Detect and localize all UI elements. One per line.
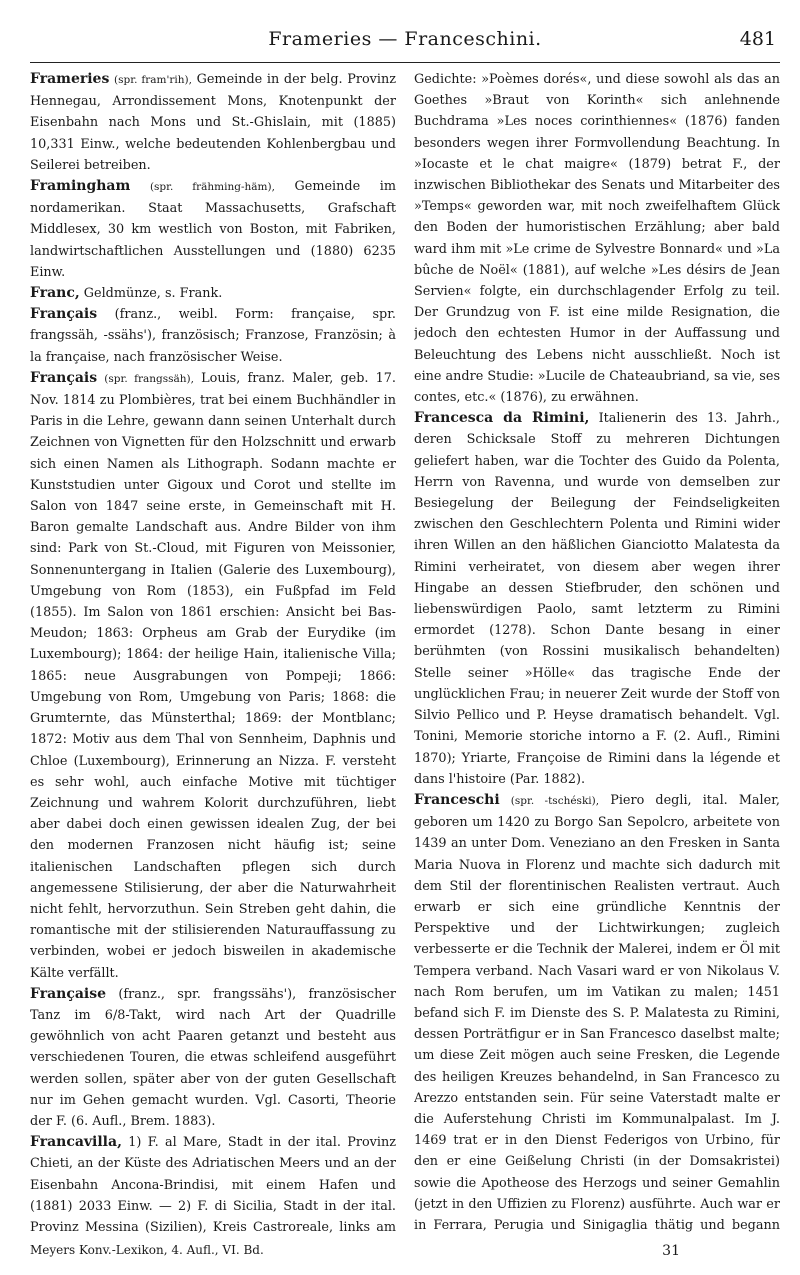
entry-text: Geldmünze, s. Frank.: [83, 286, 223, 302]
entry-headword: Franceschi: [414, 791, 500, 808]
entry-text: (franz., spr. frangssähs'), französischer Tanz im 6/8-Takt, wird nach Art der Quadrille gewöhnlich von acht Paaren getanzt und besteht aus verschiedenen Touren, die etwas schleifend ausgeführt werden sollen, später aber von der guten Gesellschaft nur im Gehen gemacht wurden. Vgl. Casorti, Theorie der F. (6. Aufl., Brem. 1883).: [30, 986, 396, 1129]
entry-headword: Français: [30, 369, 98, 386]
entry-pronunciation: (spr. frangssäh),: [104, 372, 194, 385]
imprint: Meyers Konv.-Lexikon, 4. Aufl., VI. Bd.: [30, 1243, 264, 1257]
lexicon-entry: [30, 984, 396, 1132]
entry-headword: Frameries: [30, 71, 110, 87]
entry-text: Gedichte: »Poèmes dorés«, und diese sowohl als das an Goethes »Braut von Korinth« sich anlehnende Buchdrama »Les noces corinthiennes« (1876) fanden besonders wegen ihrer Formvollendung Beachtung. In »Iocaste et le chat maigre« (1879) betrat F., der inzwischen Bibliothekar des Senats und Mitarbeiter des »Temps« geworden war, mit noch zweifelhaftem Glück den Boden der humoristischen Erzählung; aber bald ward ihm mit »Le crime de Sylvestre Bonnard« und »La bûche de Noël« (1881), auf welche »Les désirs de Jean Servien« folgte, ein durchschlagender Erfolg zu teil. Der Grundzug von F. ist eine milde Resignation, die jedoch den echtesten Humor in der Auffassung und Beleuchtung des Lebens nicht ausschließt. Noch ist eine andre Studie: »Lucile de Chateaubriand, sa vie, ses contes, etc.« (1876), zu erwähnen.: [414, 72, 780, 406]
entry-pronunciation: (spr. fram'rih),: [114, 74, 192, 86]
running-title: Frameries — Franceschini.: [268, 28, 542, 50]
lexicon-entry: [414, 408, 780, 790]
lexicon-entry: [30, 368, 396, 984]
footer: [30, 1243, 780, 1259]
lexicon-entry: [414, 69, 780, 408]
entry-headword: Française: [30, 985, 107, 1002]
entry-headword: Francavilla,: [30, 1134, 122, 1151]
entry-text: Piero degli, ital. Maler, geboren um 1420 zu Borgo San Sepolcro, arbeitete von 1439 an unter Dom. Veneziano an den Fresken in Santa Maria Nuova in Florenz und machte sich dadurch mit dem Stil der florentinischen Realisten vertraut. Auch erwarb er sich eine gründliche Kenntnis der Perspektive und der Lichtwirkungen; zugleich verbesserte er die Technik der Malerei, indem er Öl mit Tempera verband. Nach Vasari ward er von Nikolaus V. nach Rom berufen, um im Vatikan zu malen; 1451 befand sich F. im Dienste des S. P. Malatesta zu Rimini, dessen Porträtfigur er in San Francesco daselbst malte; um diese Zeit mögen auch seine Fresken, die Legende des heiligen Kreuzes behandelnd, in San Francesco zu Arezzo entstanden sein. Für seine Vaterstadt malte er die Auferstehung Christi im Kommunalpalast. Im J. 1469 trat er in den Dienst Federigos von Urbino, für den er eine Geißelung Christi (in der Domsakristei) sowie die Apotheose des Herzogs und seiner Gemahlin (jetzt in den Uffizien zu Florenz) ausführte. Auch war er in Ferrara, Perugia und Sinigaglia thätig und begann: [414, 792, 780, 1233]
lexicon-entry: [30, 69, 396, 176]
running-head: [30, 28, 780, 63]
entry-text: Louis, franz. Maler, geb. 17. Nov. 1814 zu Plombières, trat bei einem Buchhändler in Paris in die Lehre, gewann dann seinen Unterhalt durch Zeichnen von Vignetten für den Holzschnitt und erwarb sich einen Namen als Lithograph. Sodann machte er Kunststudien unter Gigoux und Corot und stellte im Salon von 1847 seine erste, in Gemeinschaft mit H. Baron gemalte Landschaft aus. Andre Bilder von ihm sind: Park von St.-Cloud, mit Figuren von Meissonier, Sonnenuntergang in Italien (Galerie des Luxembourg), Umgebung von Rom (1853), ein Fußpfad im Feld (1855). Im Salon von 1861 erschien: Ansicht bei Bas-Meudon; 1863: Orpheus am Grab der Eurydike (im Luxembourg); 1864: der heilige Hain, italienische Villa; 1865: neue Ausgrabungen von Pompeji; 1866: Umgebung von Rom, Umgebung von Paris; 1868: die Grumternte, das Münsterthal; 1869: der Montblanc; 1872: Motiv aus dem Thal von Sennheim, Daphnis und Chloe (Luxembourg), Erinnerung an Nizza. F. versteht es sehr wohl, auch einfache Motive mit tüchtiger Zeichnung und wahrem Kolorit durchzuführen, liebt aber dabei doch einen gewissen idealen Zug, der bei den modernen Franzosen nicht häufig ist; seine italienischen Landschaften pflegen sich durch angemessene Stilisierung, der aber die Naturwahrheit nicht fehlt, hervorzuthun. Sein Streben geht dahin, die romantische mit der stilisierenden Naturauffassung zu verbinden, wobei er jedoch bisweilen in akademische Kälte verfällt.: [30, 370, 396, 981]
entry-headword: Franc,: [30, 285, 80, 302]
lexicon-entry: [414, 790, 780, 1234]
columns: [30, 69, 780, 1234]
entry-text: Gemeinde im nordamerikan. Staat Massachusetts, Grafschaft Middlesex, 30 km westlich von Boston, mit Fabriken, landwirtschaftlichen Ausstellungen und (1880) 6235 Einw.: [30, 179, 396, 280]
entry-headword: Francesca da Rimini,: [414, 410, 590, 427]
lexicon-entry: [30, 304, 396, 368]
entry-headword: Framingham: [30, 178, 131, 195]
left-column: [30, 69, 396, 1234]
entry-text: 1) F. al Mare, Stadt in der ital. Provinz Chieti, an der Küste des Adriatischen Meers und an der Eisenbahn Ancona-Brindisi, mit einem Hafen und (1881) 2033 Einw. — 2) F. di Sicilia, Stadt in der ital. Provinz Messina (Sizilien), Kreis Castroreale, links am: [30, 1135, 396, 1234]
entry-text: (franz., weibl. Form: française, spr. frangssäh, -ssähs'), französisch; Franzose, Französin; à la française, nach französischer Weise.: [30, 307, 396, 365]
entry-pronunciation: (spr. -tschéski),: [510, 794, 600, 807]
lexicon-entry: [30, 176, 396, 283]
entry-pronunciation: (spr. frähming-häm),: [149, 181, 275, 194]
entry-headword: Français: [30, 306, 98, 323]
entry-text: Gemeinde in der belg. Provinz Hennegau, Arrondissement Mons, Knotenpunkt der Eisenbahn nach Mons und St.-Ghislain, mit (1885) 10,331 Einw., welche bedeutenden Kohlenbergbau und Seilerei betreiben.: [30, 72, 396, 173]
right-column: [414, 69, 780, 1234]
signature-mark: 31: [662, 1243, 680, 1259]
lexicon-entry: [30, 1132, 396, 1234]
page-number: 481: [739, 28, 776, 50]
entry-text: Italienerin des 13. Jahrh., deren Schicksale Stoff zu mehreren Dichtungen geliefert haben, war die Tochter des Guido da Polenta, Herrn von Ravenna, und wurde von demselben zur Besiegelung der Beilegung der Feindseligkeiten zwischen den Geschlechtern Polenta und Rimini wider ihren Willen an den häßlichen Gianciotto Malatesta da Rimini verheiratet, von diesem aber wegen ihrer Hingabe an dessen Stiefbruder, den schönen und liebenswürdigen Paolo, samt letzterm zu Rimini ermordet (1278). Schon Dante besang in einer berühmten (von Rossini musikalisch behandelten) Stelle seiner »Hölle« das tragische Ende der unglücklichen Frau; in neuerer Zeit wurde der Stoff von Silvio Pellico und P. Heyse dramatisch behandelt. Vgl. Tonini, Memorie storiche intorno a F. (2. Aufl., Rimini 1870); Yriarte, Françoise de Rimini dans la légende et dans l'histoire (Par. 1882).: [414, 411, 780, 787]
lexicon-entry: [30, 283, 396, 304]
